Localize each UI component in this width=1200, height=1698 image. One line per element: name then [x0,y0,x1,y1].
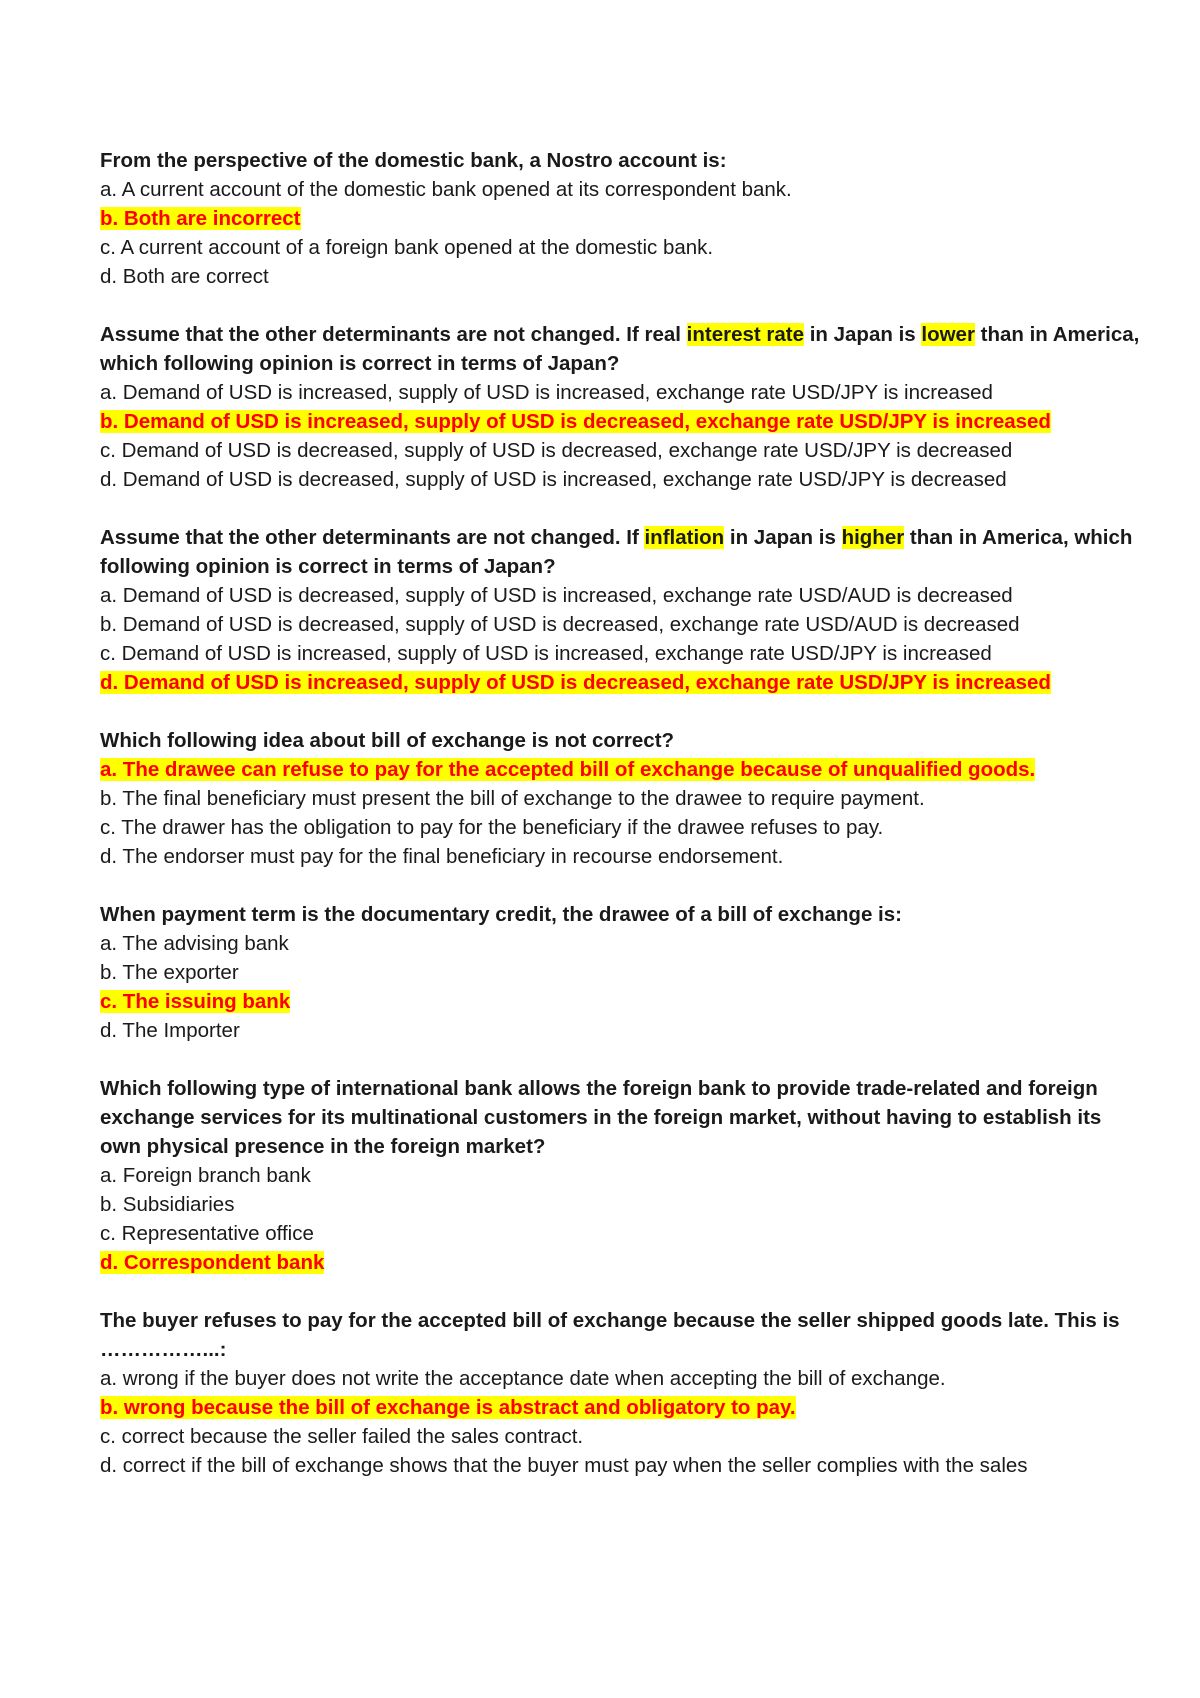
option-c: c. Demand of USD is decreased, supply of USD is decreased, exchange rate USD/JPY is decreased [100,439,1013,462]
answer-highlight: b. Demand of USD is increased, supply of USD is decreased, exchange rate USD/JPY is increased [100,410,1051,433]
option-c: c. A current account of a foreign bank opened at the domestic bank. [100,236,714,259]
question-block-2 [100,320,1140,494]
highlighted-term: interest rate [686,323,805,346]
question-block-1 [100,146,1140,291]
question-text: When payment term is the documentary credit, the drawee of a bill of exchange is: [100,903,902,926]
option-d: d. The Importer [100,1019,240,1042]
option-d-correct [100,1248,1140,1277]
option-c: c. Representative office [100,1222,314,1245]
option-c: c. The drawer has the obligation to pay for the beneficiary if the drawee refuses to pay. [100,816,884,839]
option-b: b. Demand of USD is decreased, supply of USD is decreased, exchange rate USD/AUD is decreased [100,613,1020,636]
option-d: d. correct if the bill of exchange shows that the buyer must pay when the seller complies with the sales [100,1454,1028,1477]
option-d: d. Both are correct [100,265,269,288]
option-b: b. The final beneficiary must present the bill of exchange to the drawee to require payment. [100,787,925,810]
option-a: a. Demand of USD is increased, supply of USD is increased, exchange rate USD/JPY is increased [100,381,993,404]
option-b-correct [100,204,1140,233]
highlighted-term: inflation [644,526,725,549]
answer-highlight: b. Both are incorrect [100,207,301,230]
question-block-6 [100,1074,1140,1277]
question-block-5 [100,900,1140,1045]
option-c-correct [100,987,1140,1016]
option-b-correct [100,407,1140,436]
option-a-correct [100,755,1140,784]
question-text: Which following idea about bill of exchange is not correct? [100,729,675,752]
option-c: c. Demand of USD is increased, supply of USD is increased, exchange rate USD/JPY is increased [100,642,992,665]
answer-highlight: a. The drawee can refuse to pay for the accepted bill of exchange because of unqualified goods. [100,758,1036,781]
option-a: a. Foreign branch bank [100,1164,311,1187]
question-block-7 [100,1306,1140,1480]
question-text: Assume that the other determinants are not changed. If inflation in Japan is higher than in America, which following opinion is correct in terms of Japan? [100,526,1133,578]
answer-highlight: c. The issuing bank [100,990,291,1013]
option-b: b. The exporter [100,961,239,984]
question-text: Which following type of international bank allows the foreign bank to provide trade-related and foreign exchange services for its multinational customers in the foreign market, without having to establish its own physical presence in the foreign market? [100,1077,1102,1158]
answer-highlight: b. wrong because the bill of exchange is abstract and obligatory to pay. [100,1396,796,1419]
option-a: a. A current account of the domestic bank opened at its correspondent bank. [100,178,792,201]
answer-highlight: d. Correspondent bank [100,1251,325,1274]
question-block-4 [100,726,1140,871]
highlighted-term: higher [841,526,905,549]
option-b: b. Subsidiaries [100,1193,235,1216]
option-a: a. wrong if the buyer does not write the acceptance date when accepting the bill of exchange. [100,1367,946,1390]
option-c: c. correct because the seller failed the sales contract. [100,1425,584,1448]
option-d: d. The endorser must pay for the final beneficiary in recourse endorsement. [100,845,784,868]
option-a: a. Demand of USD is decreased, supply of USD is increased, exchange rate USD/AUD is decreased [100,584,1013,607]
option-d-correct [100,668,1140,697]
question-text: The buyer refuses to pay for the accepted bill of exchange because the seller shipped goods late. This is ……………...: [100,1309,1120,1361]
option-b-correct [100,1393,1140,1422]
option-d: d. Demand of USD is decreased, supply of USD is increased, exchange rate USD/JPY is decreased [100,468,1007,491]
question-text: Assume that the other determinants are not changed. If real interest rate in Japan is lower than in America, which following opinion is correct in terms of Japan? [100,323,1140,375]
question-text: From the perspective of the domestic bank, a Nostro account is: [100,149,727,172]
answer-highlight: d. Demand of USD is increased, supply of USD is decreased, exchange rate USD/JPY is increased [100,671,1051,694]
highlighted-term: lower [921,323,975,346]
option-a: a. The advising bank [100,932,289,955]
question-block-3 [100,523,1140,697]
